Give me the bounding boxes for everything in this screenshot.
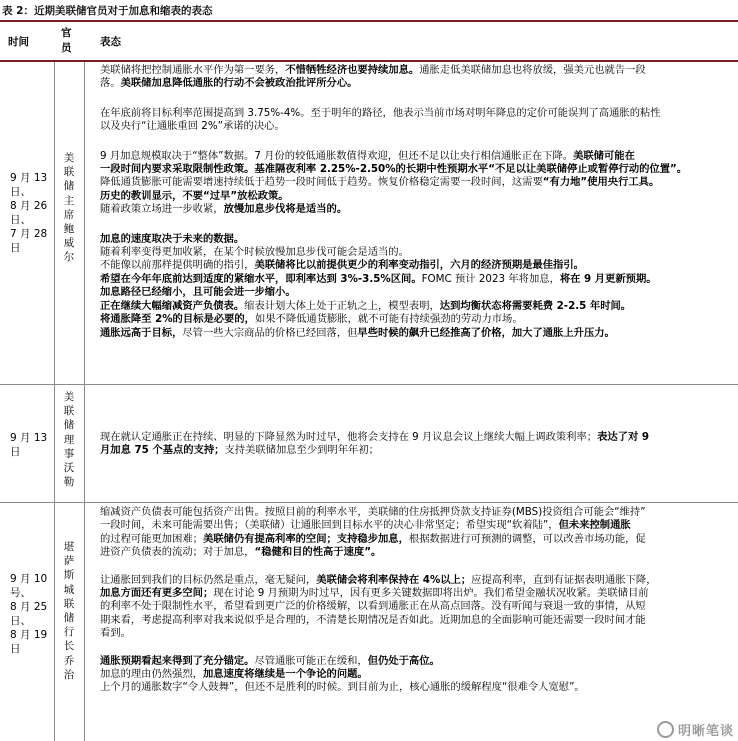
bold-text-run: “稳健和目的性高于速度”。 bbox=[254, 546, 382, 559]
bold-text-run: 加息速度将继续是一个争论的问题。 bbox=[202, 668, 368, 681]
text-run: 以及央行“让通胀重回 2%”承诺的决心。 bbox=[100, 120, 285, 133]
text-line bbox=[100, 614, 725, 627]
text-run: 在年底前将目标利率范围提高到 3.75%-4%。至于明年的路径，他表示当前市场对明年降息的定价可能误判了高通胀的粘性 bbox=[100, 106, 661, 119]
text-run: 随着政策立场进一步收紧， bbox=[100, 203, 224, 216]
text-line bbox=[100, 163, 725, 176]
watermark: 明晰笔谈 bbox=[657, 720, 734, 739]
bold-text-run: 美联储仍有提高利率的空间；支持稳步加息， bbox=[202, 532, 409, 545]
header-rule bbox=[0, 60, 738, 62]
text-run: 9 月加息规模取决于“整体”数据。7 月份的较低通胀数值得欢迎，但还不足以让央行相信通胀正在下降。 bbox=[100, 149, 574, 162]
text-run: 尽管一些大宗商品的价格已经回落，但 bbox=[182, 326, 358, 339]
row2-para bbox=[100, 431, 725, 458]
bold-text-run: 早些时候的飙升已经推高了价格，加大了通胀上升压力。 bbox=[357, 326, 615, 339]
header-official: 官员 bbox=[61, 27, 72, 54]
text-line bbox=[100, 313, 725, 326]
text-line bbox=[100, 300, 725, 313]
row1-time: 9 月 13 日、 8 月 26 日、 7 月 28 日 bbox=[10, 172, 48, 254]
bold-text-run: 但未来控制通胀 bbox=[558, 519, 631, 532]
text-run: 随着利率变得更加收紧，在某个时候放慢加息步伐可能会是适当的。 bbox=[100, 246, 409, 259]
text-line bbox=[100, 327, 725, 340]
bold-text-run: 通胀预期看起来得到了充分锚定。 bbox=[100, 654, 255, 667]
row-divider-1 bbox=[0, 384, 738, 385]
row1-para bbox=[100, 107, 725, 134]
row3-para bbox=[100, 655, 725, 695]
text-line bbox=[100, 259, 725, 272]
column-divider-1 bbox=[54, 62, 55, 741]
text-run: 加息的理由仍然强烈， bbox=[100, 668, 203, 681]
text-run: 期来看，考虑提高利率对我来说似乎是合理的，不清楚长期情况是否如此。近期加息的全面影响可能还需要一段时间才能 bbox=[100, 613, 646, 626]
row3-para bbox=[100, 506, 725, 560]
text-line bbox=[100, 681, 725, 694]
text-run: 上个月的通胀数字“令人鼓舞”，但还不是胜利的时候。到目前为止，核心通胀的缓解程度“很难令人宽慰” bbox=[100, 681, 575, 694]
text-line bbox=[100, 506, 725, 519]
bold-text-run: 一段时间内要求采取限制性政策。基准隔夜利率 2.25%-2.50%的长期中性预期水平“不足以让美联储停止或暂停行动的位置”。 bbox=[100, 163, 688, 176]
column-divider-2 bbox=[84, 62, 85, 741]
text-run: 不能像以前那样提供明确的指引， bbox=[100, 259, 255, 272]
header-time: 时间 bbox=[8, 36, 29, 48]
bold-text-run: 加息方面还有更多空间； bbox=[100, 587, 214, 600]
row3-para bbox=[100, 574, 725, 641]
row3-time: 9 月 10 号、 8 月 25 日、 8 月 19 日 bbox=[10, 573, 48, 655]
bold-text-run: 美联储会将利率保持在 4%以上； bbox=[316, 573, 472, 586]
bold-text-run: 将在 9 月更新预期。 bbox=[559, 272, 657, 285]
row1-content bbox=[100, 64, 725, 340]
row2-time: 9 月 13 日 bbox=[10, 432, 48, 458]
row1-para bbox=[100, 150, 725, 217]
text-run: 现在就认定通胀正在持续、明显的下降显然为时过早，他将会支持在 9 月议息会议上继续大幅上调政策利率； bbox=[100, 431, 598, 443]
text-line bbox=[100, 203, 725, 216]
bold-text-run: “有力地”使用央行工具。 bbox=[542, 176, 660, 189]
text-run: 应提高利率，直到有证据表明通胀下降， bbox=[471, 573, 657, 586]
text-line bbox=[100, 107, 725, 120]
row3-official: 堪 萨 斯 城 联 储 行 长 乔 治 bbox=[63, 541, 75, 681]
bold-text-run: 正在继续大幅缩减资产负债表。 bbox=[100, 299, 245, 312]
text-line bbox=[100, 64, 725, 77]
row2-official: 美 联 储 理 事 沃 勒 bbox=[63, 391, 75, 489]
bold-text-run: 美联储将比以前提供更少的利率变动指引，六月的经济预期是最佳指引。 bbox=[254, 259, 584, 272]
bold-text-run: 美联储加息降低通胀的行动不会被政治批评所分心。 bbox=[120, 77, 358, 90]
bold-text-run: 希望在今年年底前达到适度的紧缩水平，即利率达到 3%-3.5%区间。 bbox=[100, 272, 422, 285]
text-line bbox=[100, 533, 725, 546]
text-run: 现在讨论 9 月预期为时过早，因有更多关键数据即将出炉。我们希望金融状况收紧。美联储目前 bbox=[213, 587, 649, 600]
row3-content bbox=[100, 506, 725, 695]
text-run: 通胀走低美联储加息也将放缓，强美元也就告一段 bbox=[419, 64, 646, 76]
text-run: 尽管通胀可能正在缓和， bbox=[254, 654, 368, 667]
text-line bbox=[100, 77, 725, 90]
text-line bbox=[100, 431, 725, 444]
text-line bbox=[100, 246, 725, 259]
bold-text-run: 不惜牺牲经济也要持续加息。 bbox=[285, 64, 420, 76]
row1-para bbox=[100, 64, 725, 91]
row1-official: 美 联 储 主 席 鲍 威 尔 bbox=[63, 152, 75, 264]
text-run: 降低通货膨胀可能需要增速持续低于趋势一段时间低于趋势。恢复价格稳定需要一段时间，这需要 bbox=[100, 176, 543, 189]
bold-text-run: 美联储可能在 bbox=[573, 149, 635, 162]
text-line bbox=[100, 444, 725, 457]
text-line bbox=[100, 120, 725, 133]
text-line bbox=[100, 655, 725, 668]
bold-text-run: 通胀远高于目标， bbox=[100, 326, 183, 339]
text-line bbox=[100, 587, 725, 600]
bold-text-run: 达到均衡状态将需要耗费 2-2.5 年时间。 bbox=[439, 299, 632, 312]
row-divider-2 bbox=[0, 502, 738, 503]
text-run: 看到。 bbox=[100, 627, 131, 640]
text-line bbox=[100, 233, 725, 246]
bold-text-run: 表达了对 9 bbox=[597, 431, 649, 443]
text-line bbox=[100, 176, 725, 189]
wechat-icon bbox=[657, 721, 674, 738]
row2-content bbox=[100, 431, 725, 458]
text-run: 让通胀回到我们的目标仍然是重点，毫无疑问， bbox=[100, 573, 317, 586]
bold-text-run: 将通胀降至 2%的目标是必要的， bbox=[100, 313, 255, 326]
bold-text-run: 月加息 75 个基点的支持； bbox=[100, 444, 225, 457]
text-line bbox=[100, 273, 725, 286]
text-line bbox=[100, 519, 725, 532]
text-run: 缩减资产负债表可能包括资产出售。按照目前的利率水平，美联储的住房抵押贷款支持证券(MBS)投资组合可能会“维持” bbox=[100, 506, 646, 518]
table-header bbox=[0, 22, 738, 60]
text-run: 缩表计划大体上处于正轨之上，模型表明， bbox=[244, 299, 440, 312]
text-run: 根据数据进行可预测的调整，可以改善市场功能，促 bbox=[408, 532, 646, 545]
header-stance: 表态 bbox=[100, 36, 121, 48]
bold-text-run: 加息路径已经缩小，且可能会进一步缩小。 bbox=[100, 286, 296, 299]
text-run: 进资产负债表的流动；对于加息， bbox=[100, 546, 255, 559]
bold-text-run: 放慢加息步伐将是适当的。 bbox=[223, 203, 348, 216]
text-run: 。 bbox=[574, 681, 585, 694]
text-run: 支持美联储加息至少到明年年初； bbox=[224, 444, 379, 457]
text-line bbox=[100, 150, 725, 163]
text-run: 落。 bbox=[100, 77, 121, 90]
text-run: 的过程可能更加困难； bbox=[100, 532, 203, 545]
text-run: 的利率不处于限制性水平，希望看到更广泛的价格缓解，以看到通胀正在从高点回落。没有听闻与衰退一致的事情，从短 bbox=[100, 600, 646, 613]
text-run: 一段时间，未来可能需要出售；（美联储）让通胀回到目标水平的决心非常坚定；希望实现“软着陆”， bbox=[100, 519, 559, 532]
bold-text-run: 加息的速度取决于未来的数据。 bbox=[100, 232, 245, 245]
table-caption: 表 2：近期美联储官员对于加息和缩表的表态 bbox=[2, 5, 213, 17]
text-line bbox=[100, 546, 725, 559]
text-run: FOMC 预计 2023 年将加息， bbox=[421, 272, 560, 285]
text-line bbox=[100, 574, 725, 587]
text-line bbox=[100, 190, 725, 203]
text-line bbox=[100, 600, 725, 613]
bold-text-run: 历史的教训显示，不要“过早”放松政策。 bbox=[100, 189, 289, 202]
text-line bbox=[100, 627, 725, 640]
text-line bbox=[100, 286, 725, 299]
text-run: 美联储将把控制通胀水平作为第一要务， bbox=[100, 64, 286, 76]
bold-text-run: 但仍处于高位。 bbox=[367, 654, 440, 667]
text-run: 如果不降低通货膨胀，就不可能有持续强劲的劳动力市场。 bbox=[254, 313, 523, 326]
text-line bbox=[100, 668, 725, 681]
row1-para bbox=[100, 233, 725, 340]
